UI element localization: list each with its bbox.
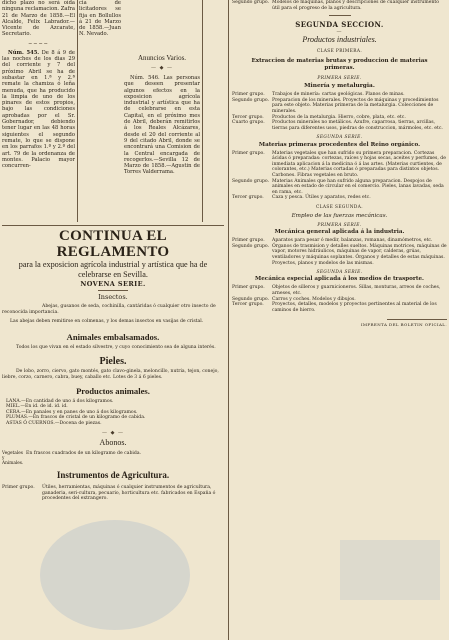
group-label: Cuarto grupo. — [232, 120, 265, 126]
reglamento-subtitle: para la exposicion agrícola industrial y artística que ha de celebrarse en Sevilla. — [18, 260, 208, 279]
insectos-heading: Insectos. — [98, 293, 128, 301]
group-label: Tercer grupo. — [232, 114, 264, 120]
group-row — [232, 0, 447, 11]
column-1 — [2, 0, 75, 222]
group-label: Segundo grupo. — [232, 97, 270, 103]
ornament: ~~~~ — [28, 40, 49, 47]
group-text: Proyectos, detalles, modelos y proyectos pertinentes al material de los caminos de hierro. — [272, 302, 437, 313]
extraccion-heading: Extraccion de materias brutas y produccion de materias primeras. — [251, 58, 428, 72]
notice-bollullos: cia de licitadores se fija en Bollullos á 21 de Marzo de 1858.—Juan N. Nevado. — [79, 0, 121, 38]
primera-serie-2: PRIMERA SERIE. — [317, 223, 362, 229]
materias-list — [232, 151, 447, 201]
imprenta-footer: IMPRENTA DEL BOLETIN OFICIAL. — [360, 322, 447, 328]
group-label: Primer grupo. — [2, 485, 35, 491]
productos-line: MIEL.—En id. de id. id. id. — [6, 404, 68, 410]
abonos-label: Vegetales y Animales. — [2, 450, 24, 466]
group-label: Primer grupo. — [232, 238, 265, 244]
group-label: Primer grupo. — [232, 150, 265, 156]
mecanica-heading: Mecánica general aplicada á la industria. — [274, 229, 405, 236]
empleo-heading: Empleo de las fuerzas mecánicas. — [291, 213, 388, 220]
insectos-text: Abejas, gusanos de seda, cochinilla, cantáridas ó cualquier otro insecto de reconocida importancia. — [2, 304, 216, 315]
small-rule — [329, 15, 351, 16]
primera-serie: PRIMERA SERIE. — [317, 75, 362, 81]
reglamento-title: CONTINUA EL REGLAMENTO — [56, 228, 170, 260]
clase-segunda: CLASE SEGUNDA. — [315, 204, 364, 210]
mecanica-especial-heading: Mecánica especial aplicada á los medios de trasporte. — [255, 276, 424, 283]
clase-primera: CLASE PRIMERA. — [316, 49, 363, 55]
group-text: Carros y coches. Modelos y dibujos. — [272, 296, 356, 302]
group-row — [232, 302, 447, 313]
notice-number: Núm. 545. — [8, 49, 40, 56]
group-label: Primer grupo. — [232, 92, 265, 98]
group-text: Preparacion de los minerales. Proyectos de máquinas y procedimientos para este objeto. Materias primeras de la metalurgia. Colecciones de minerales. — [272, 97, 439, 114]
column-rule — [228, 0, 229, 640]
abonos-heading: Abonos. — [99, 437, 127, 447]
notice-zafra: dicho plazo no será oída ninguna reclamacion. Zafra 21 de Marzo de 1858.—El Alcalde, Felix Labrador.—Vicente de Azcarate, Secretario. — [2, 0, 75, 38]
animales-heading: Animales embalsamados. — [66, 331, 160, 342]
productos-line: PLUMAS.—En frascos de cristal de un kilogramo de cabida. — [6, 415, 146, 421]
small-rule — [387, 319, 447, 320]
abonos-text: En frascos cuadrados de un kilogramo de cabida. — [26, 450, 142, 456]
reglamento-section — [2, 228, 224, 638]
group-text: Materias vegetales que han sufrido su primera preparacion. Cortezas ácidas ó preparadas: cortezas, raíces y hojas secas, aceites y perfumes, de inmediata aplicacion á la medicina ó á las artes. (Materias curtientes, de colorantes, etc.) Materias cortadas ó preparadas para distintos objetos. Carbones. Fibras vegetales en bruto. — [272, 150, 446, 178]
group-label: Primer grupo. — [232, 285, 265, 291]
pieles-text: De lobo, zorro, ciervo, gato montés, gato clavo-ginela, meloncillo, nutria, tejon, conejo, liebre, corzo, carnero, cabra, buey, caballo etc. Lotes de 3 á 6 pieles. — [2, 369, 219, 380]
instrumentos-row — [2, 485, 224, 502]
insectos-note: Las abejas deben remitirse en colmenas, y los demas insectos en vasijas de cristal. — [10, 319, 204, 325]
group-label: Tercer grupo. — [232, 195, 264, 201]
group-row — [232, 120, 447, 131]
notice-545-body: De 8 á 9 de las noches de los dias 29 del corriente y 7 del próximo Abril se ha de subastar en 1.ª y 2.ª remate la chamiza ó leña menuda, que ha producido la limpia de uno de los pinares de estos propios, bajo las condiciones aprobadas por el Sr. Gobernador, debiendo tener lugar en las 48 horas siguientes el segundo remate, lo que se dispone en los parrafos 1.º y 2.º del art. 79 de la ordenanza de montes. Palacio mayor concurren- — [2, 49, 75, 170]
group-text: Productos minerales no metálicos. Azufre, caparrosa, tierras, arcillas, tierras para diferentes usos, piedras de construccion, mármoles, etc. etc. — [272, 120, 443, 131]
group-label: Segundo grupo. — [232, 296, 270, 302]
column-2 — [79, 0, 121, 40]
productos-list — [2, 399, 224, 427]
column-rule — [77, 0, 78, 222]
group-text: Modelos de máquinas, planos y descripciones de cualquier instrumento útil para el progreso de la agricultura. — [272, 0, 440, 11]
productos-industriales: Productos industriales. — [302, 35, 377, 45]
abonos-row — [2, 451, 224, 467]
materias-heading: Materias primeras procedentes del Reino orgánico. — [258, 141, 421, 148]
mecanica-list — [232, 238, 447, 266]
group-label: Tercer grupo. — [232, 302, 264, 308]
animales-text: Todos los que vivan en el estado silvestre, y cuyo conocimiento sea de alguna interés. — [16, 344, 216, 350]
group-text: Materias Animales que han sufrido alguna preparacion. Despojos de animales en estado de circular en el comercio. Pieles, lanas lavadas, seda en rama, etc. — [272, 178, 444, 195]
ornament: — — [336, 29, 343, 36]
group-text: Productos de la metalurgia. Hierro, cobre, plata, etc. etc. — [272, 114, 406, 120]
productos-heading: Productos animales. — [76, 385, 150, 396]
group-row — [232, 98, 447, 115]
productos-line: CERA.—En panales y en panes de uno á dos kilogramos. — [6, 409, 138, 415]
notice-546: Núm. 546. Las personas que deseen presentar algunos efectos en la exposicion agrícola industrial y artística que ha de celebrarse en esta Capital, en el próximo mes de Abril, deberán remitirlos á los Reales Alcázares, desde el 20 del corriente al 9 del citado Abril, donde se encontrará una Comision de la Central encargada de recogerlos.—Sevilla 12 de Marzo de 1858.—Agustin de Torres Valderrama. — [124, 75, 200, 176]
small-rule — [98, 290, 128, 291]
productos-line: ASTAS Ó CUERNOS.—Docena de piezas. — [6, 420, 102, 426]
novena-serie: NOVENA SERIE. — [80, 280, 146, 288]
mineria-list — [232, 92, 447, 131]
section-rule — [2, 225, 224, 226]
seccion-heading: SEGUNDA SECCION. — [295, 20, 384, 30]
ornament: — ◆ — — [101, 429, 125, 436]
group-label: Segundo grupo. — [232, 178, 270, 184]
productos-line: LANA.—En cantidad de uno á dos kilogramos. — [6, 398, 114, 404]
notice-545 — [2, 50, 75, 170]
group-text: Aparatos para pesar ó medir, balanzas, romanas, dinamómetros, etc. — [272, 238, 433, 244]
group-text: Caza y pesca. Útiles y aparatos, redes etc. — [272, 195, 371, 201]
group-text: Órganos de trasmision y detalles sueltos. Máquinas motrices, máquinas de vapor, motores hidráulicos, máquinas de vapor, calderas, grúas, ventiladores y máquinas soplantes. Órganos y detalles de estas máquinas. Proyectos, planos y modelos de las mismas. — [272, 243, 447, 266]
pieles-heading: Pieles. — [99, 356, 127, 368]
anuncios-title: Anuncios Varios. — [137, 54, 187, 62]
group-label: Segundo grupo. — [232, 0, 270, 5]
group-row — [232, 195, 447, 201]
group-text: Útiles, herramientas, máquinas ó cualquier instrumentos de agricultura, ganaderia, seri-cultura, pecuario, horticultura etc. fabricados en España ó procedentes del extrangero. — [42, 485, 216, 502]
segunda-serie: SEGUNDA SERIE. — [316, 135, 363, 141]
group-label: Segundo grupo. — [232, 243, 270, 249]
segunda-serie-2: SEGUNDA SERIE. — [316, 270, 363, 276]
instrumentos-heading: Instrumentos de Agricultura. — [56, 470, 170, 481]
group-row — [232, 285, 447, 296]
mineria-heading: Minería y metalurgia. — [304, 83, 375, 90]
group-row — [232, 244, 447, 266]
column-3 — [124, 54, 200, 222]
column-rule — [202, 0, 203, 222]
group-text: Trabajos de minería: cartas geológicas. Planos de minas. — [272, 92, 405, 98]
group-row — [232, 179, 447, 196]
group-text: Objetos de silleros y guarnicioneros. Sillas, monturas, arreos de coches, arneses, etc. — [272, 285, 441, 297]
trasporte-list — [232, 285, 447, 313]
column-4 — [232, 0, 447, 640]
ornament: — ◆ — — [150, 65, 174, 71]
group-row — [232, 151, 447, 179]
